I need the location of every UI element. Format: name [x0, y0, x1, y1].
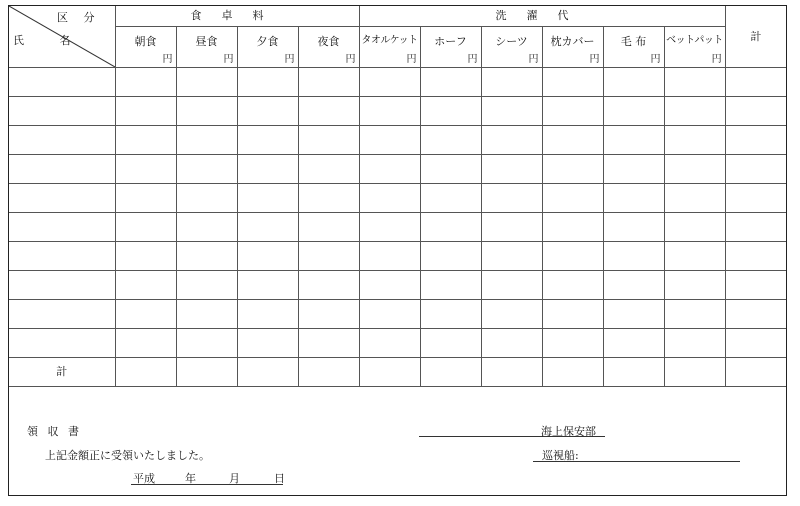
table-row [9, 125, 786, 154]
name-cell[interactable] [9, 125, 115, 154]
name-category-header [9, 6, 115, 67]
table-row [9, 183, 786, 212]
receipt-section [9, 386, 786, 496]
year-label: 年 [185, 472, 196, 485]
ship-underline[interactable] [533, 461, 740, 462]
name-cell[interactable] [9, 299, 115, 328]
col-sheets: シーツ 円 [481, 26, 542, 67]
table-row [9, 241, 786, 270]
col-bed-pad: ベットパット 円 [664, 26, 725, 67]
total-column-header: 計 [725, 6, 786, 67]
office-label: 海上保安部 [541, 425, 596, 438]
name-cell[interactable] [9, 328, 115, 357]
name-cell[interactable] [9, 96, 115, 125]
day-label: 日 [274, 472, 285, 485]
month-label: 月 [229, 472, 240, 485]
col-breakfast: 朝食 円 [115, 26, 176, 67]
col-towel-blanket: タオルケット 円 [359, 26, 420, 67]
name-cell[interactable] [9, 67, 115, 96]
fee-table [9, 6, 786, 387]
col-dinner: 夕食 円 [237, 26, 298, 67]
col-lunch: 昼食 円 [176, 26, 237, 67]
table-row [9, 270, 786, 299]
name-label: 氏 名 [13, 33, 87, 47]
name-cell[interactable] [9, 154, 115, 183]
era-label: 平成 [133, 472, 155, 485]
category-label: 区 分 [57, 11, 101, 24]
table-row [9, 154, 786, 183]
name-cell[interactable] [9, 241, 115, 270]
table-row [9, 299, 786, 328]
receipt-title: 領 収 書 [27, 425, 82, 438]
col-blanket: 毛 布 円 [603, 26, 664, 67]
food-fee-group-header: 食卓料 [115, 6, 359, 26]
receipt-text: 上記金額正に受領いたしました。 [45, 449, 210, 462]
name-cell[interactable] [9, 270, 115, 299]
laundry-fee-group-header: 洗濯代 [359, 6, 725, 26]
table-row [9, 328, 786, 357]
table-row [9, 67, 786, 96]
col-pillowcase: 枕カバー 円 [542, 26, 603, 67]
name-cell[interactable] [9, 212, 115, 241]
name-cell[interactable] [9, 183, 115, 212]
col-hof: ホーフ 円 [420, 26, 481, 67]
sum-row [9, 357, 786, 386]
ship-label: 巡視船: [542, 449, 579, 462]
table-row [9, 212, 786, 241]
col-night-meal: 夜食 円 [298, 26, 359, 67]
table-row [9, 96, 786, 125]
meal-laundry-fee-form [8, 5, 787, 496]
date-underline[interactable] [131, 484, 283, 485]
sum-row-label: 計 [9, 357, 115, 386]
